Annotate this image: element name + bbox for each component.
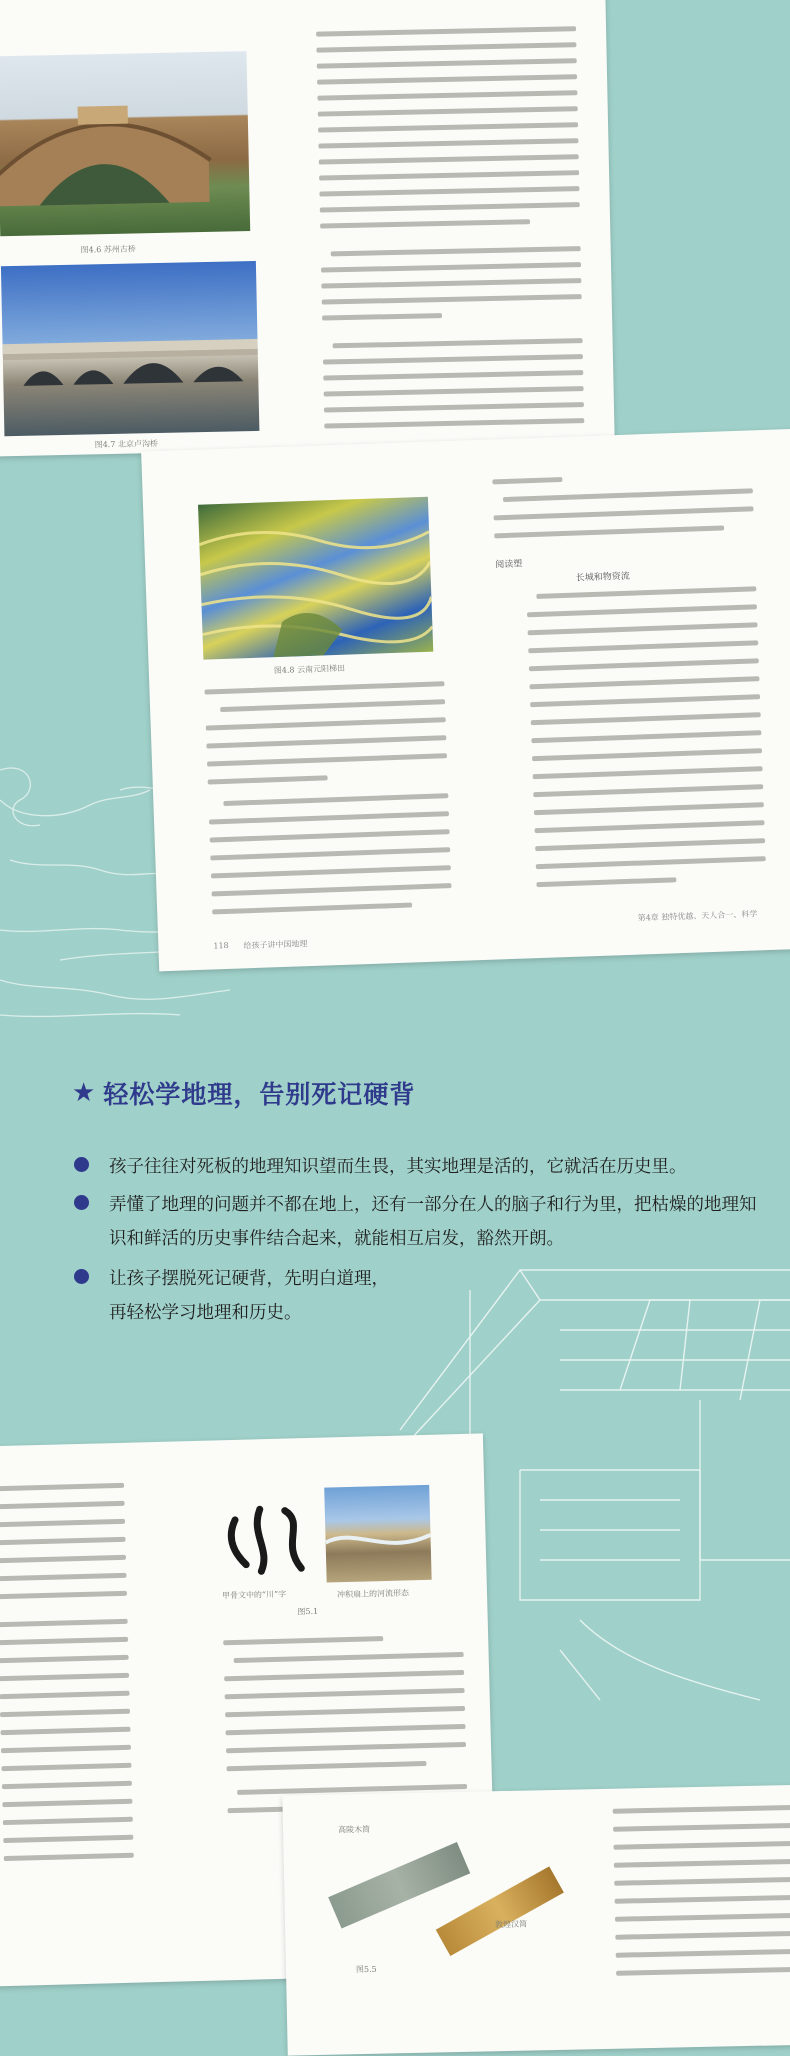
reading-box-title: 阅读塑	[495, 559, 523, 571]
footer-right: 第4章 独特优越、天人合一、科学	[637, 909, 758, 923]
arched-bridge-photo	[0, 51, 250, 236]
bullet-text-2: 弄懂了地理的问题并不都在地上，还有一部分在人的脑子和行为里，把枯燥的地理知识和鲜活的历史事件结合起来，就能相互启发，豁然开朗。	[109, 1195, 757, 1249]
footer-left: 给孩子讲中国地理	[243, 939, 308, 951]
caption-wooden-slip-left: 高陵木简	[337, 1824, 371, 1835]
feature-heading-text: 轻松学地理，告别死记硬背	[103, 1080, 416, 1109]
caption-wooden-slip-right: 敦煌汉简	[494, 1919, 528, 1930]
reading-box-subtitle: 长城和物资流	[575, 571, 630, 584]
page-number-left: 118	[213, 940, 229, 951]
book-page-bottom-right	[282, 1784, 790, 2055]
book-page-middle	[141, 429, 790, 972]
terraced-fields-drawing	[198, 497, 433, 660]
figure-label-5-5: 图5.5	[355, 1964, 377, 1975]
bullet-text-3: 让孩子摆脱死记硬背，先明白道理，再轻松学习地理和历史。	[109, 1269, 389, 1323]
caption-river: 冲积扇上的河流形态	[336, 1588, 410, 1600]
book-page-top	[0, 0, 615, 456]
bullet-item-2	[74, 1188, 764, 1256]
caption-top-photo: 图4.6 苏州古桥	[80, 244, 136, 255]
bullet-dot-icon	[74, 1269, 89, 1284]
caption-terrace-photo: 图4.8 云南元阳梯田	[273, 663, 346, 676]
chuan-glyph-icon	[220, 1498, 312, 1580]
river-delta-photo	[324, 1485, 431, 1583]
bullet-text-1: 孩子往往对死板的地理知识望而生畏，其实地理是活的，它就活在历史里。	[109, 1157, 687, 1177]
arched-bridge-drawing	[0, 51, 250, 236]
figure-label-5-1: 图5.1	[297, 1606, 319, 1617]
bullet-item-1	[74, 1150, 774, 1184]
river-drawing	[324, 1485, 431, 1583]
feature-heading	[72, 1075, 415, 1111]
caption-bottom-photo: 图4.7 北京卢沟桥	[94, 439, 159, 450]
wooden-slip-gray	[328, 1842, 470, 1928]
caption-glyph: 甲骨文中的“川”字	[221, 1589, 287, 1601]
bullet-item-3	[74, 1262, 404, 1330]
bullet-dot-icon	[74, 1157, 89, 1172]
star-icon: ★	[72, 1078, 96, 1108]
bullet-dot-icon	[74, 1195, 89, 1210]
terraced-fields-photo	[198, 497, 433, 660]
stone-bridge-photo	[1, 261, 260, 436]
stone-bridge-drawing	[1, 261, 260, 436]
